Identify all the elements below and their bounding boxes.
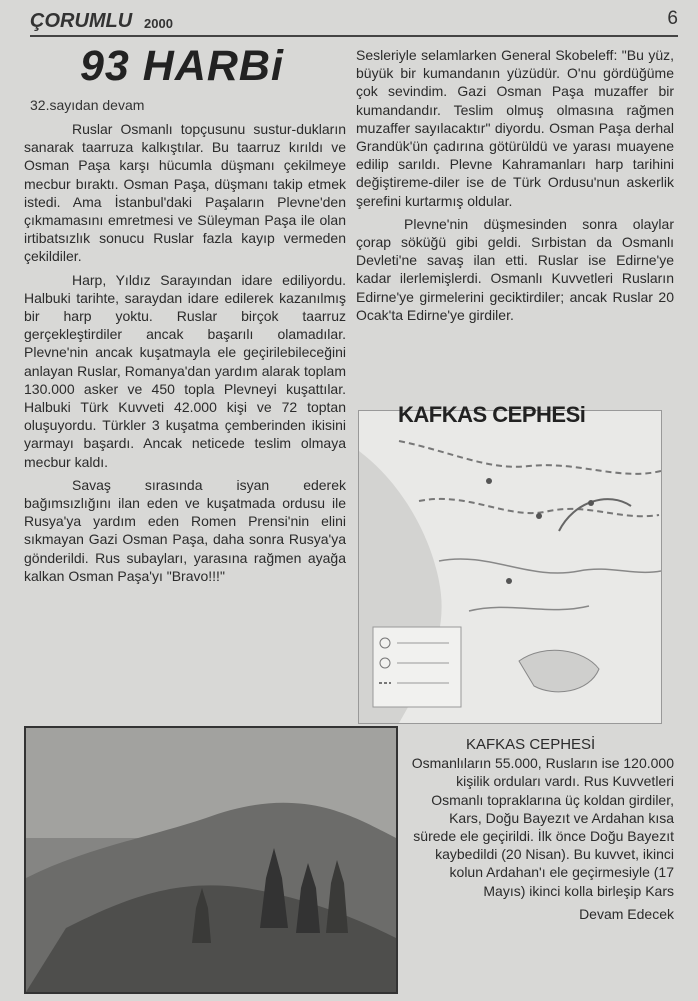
- bottom-paragraph: Osmanlıların 55.000, Rusların ise 120.000 kişilik orduları vardı. Rus Kuvvetleri Osmanlı topraklarına üç koldan girdiler, Kars, Doğu Bayezıt ve Ardahan kısa sürede ele geçirildi. İlk önce Doğu Bayezıt kaybedildi (20 Nisan). Bu kuvvet, ikinci kolun Ardahan'ı ele geçirmesiyle (17 Mayıs) ikinci kolla birleşip Kars: [411, 755, 674, 899]
- masthead: [30, 6, 678, 36]
- left-paragraph-2: Harp, Yıldız Sarayından idare ediliyordu. Halbuki tarihte, saraydan idare edilerek kazanılmış bir harp yoktu. Ruslar birçok taarruz gerçekleştirdiler ancak başarılı olamadılar. Plevne'nin ancak kuşatmayla ele geçirilebileceğini anlayan Ruslar, Romanya'dan yardım alarak toplam 130.000 asker ve 450 topla Plevneyi kuşattılar. Halbuki Türk Kuvveti 42.000 kişi ve 72 toptan oluşuyordu. Türkler 3 kuşatma çemberinden ikisini yarmayı başardı. Ancak neticede teslim olmaya mecbur kaldı.: [24, 271, 346, 470]
- right-paragraph-1: Sesleriyle selamlarken General Skobeleff: "Bu yüz, büyük bir kumandanın yüzüdür. O'nu gördüğüme çok sevindim. Gazi Osman Paşa muzaffer bir kumandandır. Teslim olmuş olmasına rağmen muzaffer sayılacaktır" diyordu. Osman Paşa derhal Grandük'ün çadırına götürüldü ve yarası muayene edilip sarıldı. Plevne Kahramanları harp tarihini değiştireme-diler ise de Türk Ordusu'nun askerlik şerefini kurtarmış oldular.: [356, 47, 674, 209]
- painting-illustration: [26, 728, 396, 992]
- continued-note: 32.sayıdan devam: [30, 97, 145, 113]
- map-title: KAFKAS CEPHESi: [398, 402, 586, 427]
- left-paragraph-3: Savaş sırasında isyan ederek bağımsızlığını ilan eden ve kuşatmada ordusu ile Rusya'ya yardım eden Romen Prensi'nin elini sıkmayan Gazi Osman Paşa, daha sonra Rusya'ya gönderildi. Rus subayları, yarasına rağmen ayağa kalkan Osman Paşa'yı "Bravo!!!": [24, 476, 346, 584]
- campaign-map: [358, 410, 662, 724]
- page-number: 6: [667, 8, 678, 29]
- bottom-section: [408, 736, 674, 923]
- map-illustration: [359, 411, 661, 723]
- masthead-title: ÇORUMLU: [30, 10, 133, 32]
- continued-signoff: Devam Edecek: [579, 905, 674, 922]
- right-column: [356, 46, 674, 329]
- bottom-heading: KAFKAS CEPHESİ: [466, 736, 596, 753]
- masthead-year: 2000: [144, 16, 173, 31]
- article-headline: 93 HARBi: [80, 42, 284, 90]
- historical-painting: [24, 726, 398, 994]
- right-paragraph-2: Plevne'nin düşmesinden sonra olaylar çorap söküğü gibi geldi. Sırbistan da Osmanlı Devleti'ne savaş ilan etti. Ruslar ise Edirne'ye kadar ilerlemişlerdi. Osmanlı Kuvvetleri Rusların Edirne'ye girmelerini geciktirdiler; ancak Ruslar 20 Ocak'ta Edirne'ye girdiler.: [356, 215, 674, 323]
- left-paragraph-1: Ruslar Osmanlı topçusunu sustur-dukların sanarak taarruza kalkıştılar. Bu taarruz kırıldı ve Osman Paşa karşı hücumla düşmanı çekilmeye mecbur bıraktı. Osman Paşa, düşmanı takip etmek istedi. Ama İstanbul'daki Paşaların Plevne'den çıkmamasını emretmesi ve Süleyman Paşa ile olan irtibatsızlık sonucu Ruslar fazla kayıp vermeden çekildiler.: [24, 121, 346, 265]
- left-column: [24, 120, 346, 590]
- masthead-rule: [30, 35, 678, 37]
